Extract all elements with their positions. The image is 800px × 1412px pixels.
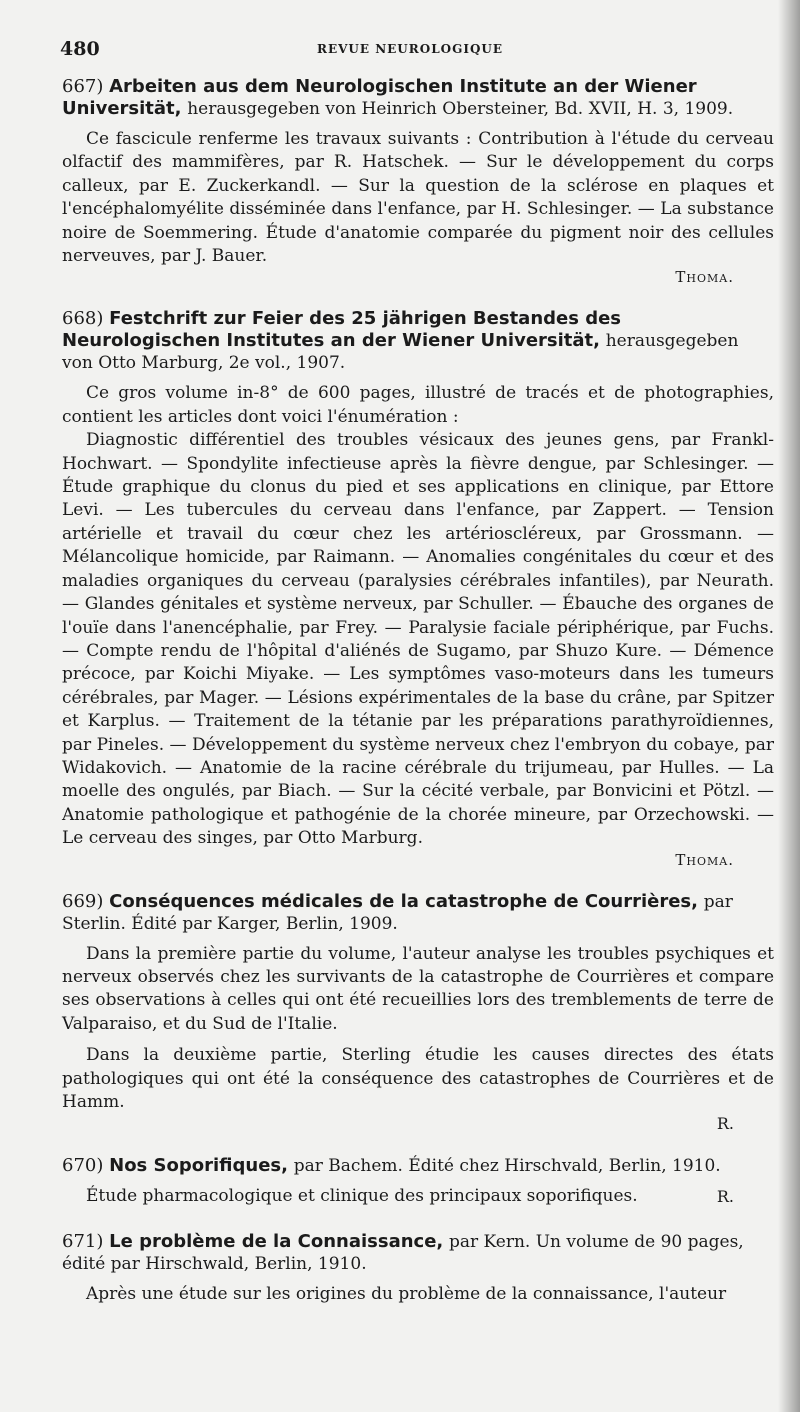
entry-heading [62, 76, 774, 120]
entry-heading [62, 891, 774, 935]
entry-title: Festchrift zur Feier des 25 jährigen Bestandes des Neurologischen Institutes an der Wiener Universität, [62, 308, 622, 352]
entry-body-second: Dans la deuxième partie, Sterling étudie les causes directes des états pathologiques qui ont été la conséquence des catastrophes de Courrières et de Hamm. [62, 1045, 774, 1112]
entry-article-list: Diagnostic différentiel des troubles vésicaux des jeunes gens, par Frankl-Hochwart. — Spondylite infectieuse après la fièvre dengue, par Schlesinger. — Étude graphique du clonus du pied et ses applications en clinique, par Ettore Levi. — Les tubercules du cerveau dans l'enfance, par Zappert. — Tension artérielle et travail du cœur chez les artérioscléreux, par Grossmann. — Mélancolique homicide, par Raimann. — Anomalies congénitales du cœur et des maladies organiques du cerveau (paralysies cérébrales infantiles), par Neurath. — Glandes génitales et système nerveux, par Schuller. — Ébauche des organes de l'ouïe dans l'anencéphalie, par Frey. — Paralysie faciale périphérique, par Fuchs. — Compte rendu de l'hôpital d'aliénés de Sugamo, par Shuzo Kure. — Démence précoce, par Koichi Miyake. — Les symptômes vaso-moteurs dans les tumeurs cérébrales, par Mager. — Lésions expérimentales de la base du crâne, par Spitzer et Karplus. — Traitement de la tétanie par les préparations parathyroïdiennes, par Pineles. — Développement du système nerveux chez l'embryon du cobaye, par Widakovich. — Anatomie de la racine cérébrale du trijumeau, par Hulles. — La moelle des ongulés, par Biach. — Sur la cécité verbale, par Bonvicini et Pötzl. — Anatomie pathologique et pathogénie de la chorée mineure, par Orzechowski. — Le cerveau des singes, par Otto Marburg. [62, 430, 774, 849]
entry-body: Dans la première partie du volume, l'auteur analyse les troubles psychiques et nerveux observés chez les survivants de la catastrophe de Courrières et compare ses observations à celles qui ont été recueillies lors des tremblements de terre de Valparaiso, et du Sud de l'Italie. [62, 943, 774, 1034]
entry-number: 667) [62, 76, 104, 97]
entry-signature: R. [716, 1114, 734, 1134]
entry-number: 669) [62, 890, 104, 912]
entry-number: 670) [62, 1155, 104, 1177]
entry-signature: Thoma. [675, 850, 734, 869]
entry-title: Le problème de la Connaissance, [109, 1230, 444, 1252]
entry-title: Conséquences médicales de la catastrophe de Courrières, [109, 890, 698, 912]
page-number: 480 [60, 38, 100, 60]
entry-heading [62, 1155, 774, 1177]
entry-body-text: Étude pharmacologique et clinique des principaux soporifiques. [86, 1186, 638, 1207]
review-entry-669 [62, 891, 774, 1134]
review-entry-667 [62, 76, 774, 286]
entry-body: Ce fascicule renferme les travaux suivants : Contribution à l'étude du cerveau olfactif des mammifères, par R. Hatschek. — Sur le développement du corps calleux, par E. Zuckerkandl. — Sur la question de la sclérose en plaques et l'encéphalomyélite disséminée dans l'enfance, par H. Schlesinger. — La substance noire de Soemmering. Étude d'anatomie comparée du pigment noir des cellules nerveuves, par J. Bauer. [62, 129, 774, 267]
review-entry-668 [62, 308, 774, 868]
entry-number: 668) [62, 308, 104, 330]
running-head: REVUE NEUROLOGIQUE [316, 42, 504, 56]
entry-heading [62, 1231, 774, 1275]
entry-signature: R. [716, 1187, 734, 1207]
page-header [60, 38, 760, 62]
entry-number: 671) [62, 1230, 104, 1252]
entry-heading [62, 308, 774, 374]
entry-publisher: par Kern. Un volume de 90 pages, édité par Hirschwald, Berlin, 1910. [62, 1231, 744, 1274]
entry-body [62, 1185, 774, 1208]
page-edge-shadow [778, 0, 800, 1412]
entry-signature: Thoma. [675, 268, 734, 287]
entry-body: Après une étude sur les origines du problème de la connaissance, l'auteur [86, 1283, 727, 1304]
review-entries [62, 76, 774, 1328]
review-entry-671 [62, 1231, 774, 1306]
entry-publisher: herausgegeben von Otto Marburg, 2e vol., 1907. [62, 331, 739, 374]
entry-title: Arbeiten aus dem Neurologischen Institute an der Wiener Universität, [62, 76, 697, 119]
review-entry-670 [62, 1155, 774, 1208]
entry-title: Nos Soporifiques, [109, 1155, 288, 1177]
entry-publisher: par Bachem. Édité chez Hirschvald, Berlin, 1910. [293, 1156, 721, 1177]
entry-publisher: par Sterlin. Édité par Karger, Berlin, 1909. [62, 891, 733, 934]
entry-publisher: herausgegeben von Heinrich Obersteiner, Bd. XVII, H. 3, 1909. [187, 99, 734, 119]
entry-body: Ce gros volume in-8° de 600 pages, illustré de tracés et de photographies, contient les articles dont voici l'énumération : [62, 383, 774, 427]
